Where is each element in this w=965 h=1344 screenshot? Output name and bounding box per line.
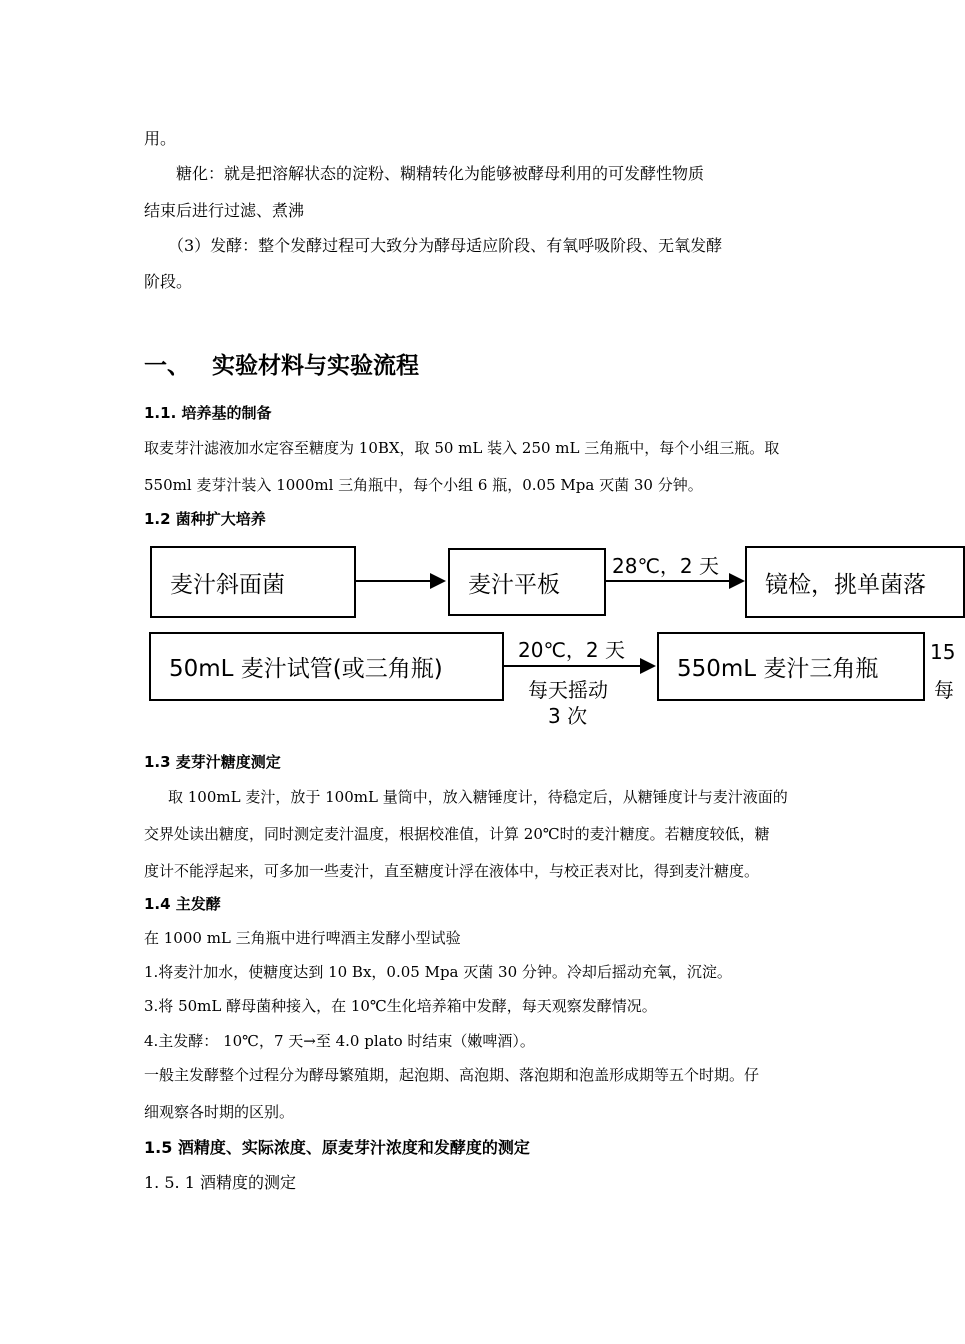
s1-4-line-3: 3.将 50mL 酵母菌种接入，在 10℃生化培养箱中发酵，每天观察发酵情况。	[144, 997, 657, 1015]
s1-4-line-4: 4.主发酵： 10℃，7 天→至 4.0 plato 时结束（嫩啤酒）。	[144, 1032, 535, 1050]
heading-1-1: 1.1. 培养基的制备	[144, 404, 272, 422]
intro-line-1: 用。	[144, 129, 177, 148]
s1-3-line-2: 交界处读出糖度，同时测定麦汁温度，根据校准值，计算 20℃时的麦汁糖度。若糖度较低，糖	[144, 825, 770, 843]
flow-box-plate: 麦汁平板	[448, 548, 606, 616]
intro-para-3-line-1: （3）发酵：整个发酵过程可大致分为酵母适应阶段、有氧呼吸阶段、无氧发酵	[168, 236, 723, 255]
intro-para-3-line-2: 阶段。	[144, 272, 193, 291]
flow-label-28c: 28℃，2 天	[612, 554, 719, 578]
heading-1-5-1: 1. 5. 1 酒精度的测定	[144, 1173, 296, 1192]
flow-box-microscopy: 镜检，挑单菌落	[745, 546, 965, 618]
s1-4-line-1: 在 1000 mL 三角瓶中进行啤酒主发酵小型试验	[144, 929, 461, 947]
flow-box-test-tube: 50mL 麦汁试管(或三角瓶)	[149, 632, 504, 701]
flow-box-flask: 550mL 麦汁三角瓶	[657, 632, 925, 701]
intro-para-2-line-2: 结束后进行过滤、煮沸	[144, 201, 305, 220]
flow-box-slant-culture: 麦汁斜面菌	[150, 546, 356, 618]
heading-1-4: 1.4 主发酵	[144, 895, 221, 913]
s1-4-line-2: 1.将麦汁加水，使糖度达到 10 Bx，0.05 Mpa 灭菌 30 分钟。冷却后摇动充氧，沉淀。	[144, 963, 732, 981]
heading-1-2: 1.2 菌种扩大培养	[144, 510, 266, 528]
arrow-1-head	[430, 573, 446, 589]
section-title: 实验材料与实验流程	[212, 353, 419, 379]
s1-3-line-3: 度计不能浮起来，可多加一些麦汁，直至糖度计浮在液体中，与校正表对比，得到麦汁糖度。	[144, 862, 760, 880]
arrow-2-head	[729, 573, 745, 589]
flow-label-edge-top: 15	[930, 640, 956, 664]
intro-para-2-line-1: 糖化：就是把溶解状态的淀粉、糊精转化为能够被酵母利用的可发酵性物质	[176, 164, 705, 183]
s1-1-line-1: 取麦芽汁滤液加水定容至糖度为 10BX，取 50 mL 装入 250 mL 三角瓶中，每个小组三瓶。取	[144, 439, 780, 457]
flow-label-shake: 每天摇动	[528, 678, 608, 702]
s1-3-line-1: 取 100mL 麦汁，放于 100mL 量筒中，放入糖锤度计，待稳定后，从糖锤度计与麦汁液面的	[168, 788, 788, 806]
s1-4-line-5: 一般主发酵整个过程分为酵母繁殖期，起泡期、高泡期、落泡期和泡盖形成期等五个时期。仔	[144, 1066, 760, 1084]
flow-label-edge-bottom: 每	[934, 678, 954, 702]
flow-label-20c: 20℃，2 天	[518, 638, 625, 662]
arrow-3-head	[640, 658, 656, 674]
section-number: 一、	[144, 353, 190, 379]
s1-4-line-6: 细观察各时期的区别。	[144, 1103, 295, 1121]
heading-1-5: 1.5 酒精度、实际浓度、原麦芽汁浓度和发酵度的测定	[144, 1138, 530, 1157]
s1-1-line-2: 550ml 麦芽汁装入 1000ml 三角瓶中，每个小组 6 瓶，0.05 Mpa 灭菌 30 分钟。	[144, 476, 703, 494]
heading-1-3: 1.3 麦芽汁糖度测定	[144, 753, 281, 771]
flow-label-times: 3 次	[548, 704, 588, 728]
